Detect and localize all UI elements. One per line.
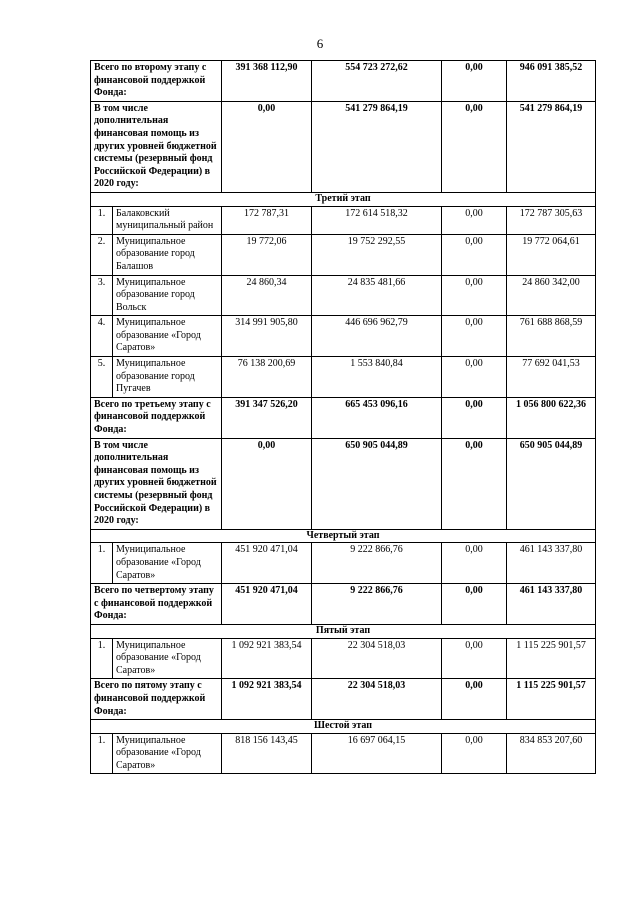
municipality-name: Муниципальное образование «Город Саратов» xyxy=(113,543,222,584)
stage-title: Четвертый этап xyxy=(91,529,596,543)
amount-cell: 172 787 305,63 xyxy=(507,206,596,234)
municipality-name: Балаковский муниципальный район xyxy=(113,206,222,234)
amount-cell: 451 920 471,04 xyxy=(222,584,312,625)
table-row xyxy=(91,357,596,398)
amount-cell: 650 905 044,89 xyxy=(507,438,596,529)
amount-cell: 391 347 526,20 xyxy=(222,397,312,438)
amount-cell: 16 697 064,15 xyxy=(312,733,442,774)
amount-cell: 0,00 xyxy=(222,438,312,529)
amount-cell: 1 056 800 622,36 xyxy=(507,397,596,438)
stage-title: Третий этап xyxy=(91,192,596,206)
amount-cell: 0,00 xyxy=(442,584,507,625)
municipality-name: Муниципальное образование город Вольск xyxy=(113,275,222,316)
amount-cell: 461 143 337,80 xyxy=(507,584,596,625)
stage-header-row xyxy=(91,529,596,543)
total-row xyxy=(91,61,596,102)
table-row xyxy=(91,234,596,275)
amount-cell: 0,00 xyxy=(442,61,507,102)
amount-cell: 1 115 225 901,57 xyxy=(507,638,596,679)
amount-cell: 0,00 xyxy=(222,101,312,192)
amount-cell: 1 092 921 383,54 xyxy=(222,679,312,720)
amount-cell: 0,00 xyxy=(442,438,507,529)
amount-cell: 9 222 866,76 xyxy=(312,543,442,584)
amount-cell: 0,00 xyxy=(442,733,507,774)
stage-header-row xyxy=(91,624,596,638)
page-number: 6 xyxy=(316,36,324,51)
municipality-name: Муниципальное образование «Город Саратов» xyxy=(113,638,222,679)
total-label: В том числе дополнительная финансовая помощь из других уровней бюджетной системы (резервный фонд Российской Федерации) в 2020 году: xyxy=(91,438,222,529)
amount-cell: 0,00 xyxy=(442,357,507,398)
total-label: Всего по четвертому этапу с финансовой поддержкой Фонда: xyxy=(91,584,222,625)
amount-cell: 946 091 385,52 xyxy=(507,61,596,102)
stage-header-row xyxy=(91,720,596,734)
total-label: В том числе дополнительная финансовая помощь из других уровней бюджетной системы (резервный фонд Российской Федерации) в 2020 году: xyxy=(91,101,222,192)
amount-cell: 9 222 866,76 xyxy=(312,584,442,625)
amount-cell: 0,00 xyxy=(442,316,507,357)
stage-header-row xyxy=(91,192,596,206)
amount-cell: 541 279 864,19 xyxy=(312,101,442,192)
total-row xyxy=(91,397,596,438)
amount-cell: 1 115 225 901,57 xyxy=(507,679,596,720)
amount-cell: 541 279 864,19 xyxy=(507,101,596,192)
amount-cell: 446 696 962,79 xyxy=(312,316,442,357)
amount-cell: 818 156 143,45 xyxy=(222,733,312,774)
municipality-name: Муниципальное образование город Пугачев xyxy=(113,357,222,398)
amount-cell: 76 138 200,69 xyxy=(222,357,312,398)
total-row xyxy=(91,679,596,720)
amount-cell: 77 692 041,53 xyxy=(507,357,596,398)
amount-cell: 451 920 471,04 xyxy=(222,543,312,584)
amount-cell: 1 553 840,84 xyxy=(312,357,442,398)
row-number: 1. xyxy=(91,638,113,679)
finance-table xyxy=(90,60,596,774)
municipality-name: Муниципальное образование «Город Саратов» xyxy=(113,733,222,774)
amount-cell: 1 092 921 383,54 xyxy=(222,638,312,679)
amount-cell: 314 991 905,80 xyxy=(222,316,312,357)
amount-cell: 0,00 xyxy=(442,397,507,438)
amount-cell: 24 860,34 xyxy=(222,275,312,316)
total-label: Всего по третьему этапу с финансовой поддержкой Фонда: xyxy=(91,397,222,438)
municipality-name: Муниципальное образование «Город Саратов» xyxy=(113,316,222,357)
stage-title: Пятый этап xyxy=(91,624,596,638)
row-number: 2. xyxy=(91,234,113,275)
amount-cell: 24 835 481,66 xyxy=(312,275,442,316)
row-number: 4. xyxy=(91,316,113,357)
amount-cell: 834 853 207,60 xyxy=(507,733,596,774)
amount-cell: 19 772 064,61 xyxy=(507,234,596,275)
row-number: 1. xyxy=(91,733,113,774)
total-row xyxy=(91,438,596,529)
amount-cell: 665 453 096,16 xyxy=(312,397,442,438)
amount-cell: 172 787,31 xyxy=(222,206,312,234)
row-number: 5. xyxy=(91,357,113,398)
table-row xyxy=(91,543,596,584)
table-row xyxy=(91,638,596,679)
amount-cell: 22 304 518,03 xyxy=(312,638,442,679)
amount-cell: 0,00 xyxy=(442,543,507,584)
amount-cell: 761 688 868,59 xyxy=(507,316,596,357)
amount-cell: 19 772,06 xyxy=(222,234,312,275)
amount-cell: 0,00 xyxy=(442,101,507,192)
amount-cell: 0,00 xyxy=(442,234,507,275)
total-label: Всего по второму этапу с финансовой поддержкой Фонда: xyxy=(91,61,222,102)
amount-cell: 554 723 272,62 xyxy=(312,61,442,102)
amount-cell: 19 752 292,55 xyxy=(312,234,442,275)
table-row xyxy=(91,733,596,774)
row-number: 3. xyxy=(91,275,113,316)
municipality-name: Муниципальное образование город Балашов xyxy=(113,234,222,275)
amount-cell: 391 368 112,90 xyxy=(222,61,312,102)
table-row xyxy=(91,275,596,316)
row-number: 1. xyxy=(91,543,113,584)
total-row xyxy=(91,584,596,625)
stage-title: Шестой этап xyxy=(91,720,596,734)
total-label: Всего по пятому этапу с финансовой поддержкой Фонда: xyxy=(91,679,222,720)
row-number: 1. xyxy=(91,206,113,234)
amount-cell: 0,00 xyxy=(442,206,507,234)
total-row xyxy=(91,101,596,192)
table-row xyxy=(91,316,596,357)
amount-cell: 461 143 337,80 xyxy=(507,543,596,584)
amount-cell: 650 905 044,89 xyxy=(312,438,442,529)
amount-cell: 0,00 xyxy=(442,638,507,679)
amount-cell: 0,00 xyxy=(442,275,507,316)
table-row xyxy=(91,206,596,234)
amount-cell: 172 614 518,32 xyxy=(312,206,442,234)
amount-cell: 24 860 342,00 xyxy=(507,275,596,316)
amount-cell: 22 304 518,03 xyxy=(312,679,442,720)
amount-cell: 0,00 xyxy=(442,679,507,720)
